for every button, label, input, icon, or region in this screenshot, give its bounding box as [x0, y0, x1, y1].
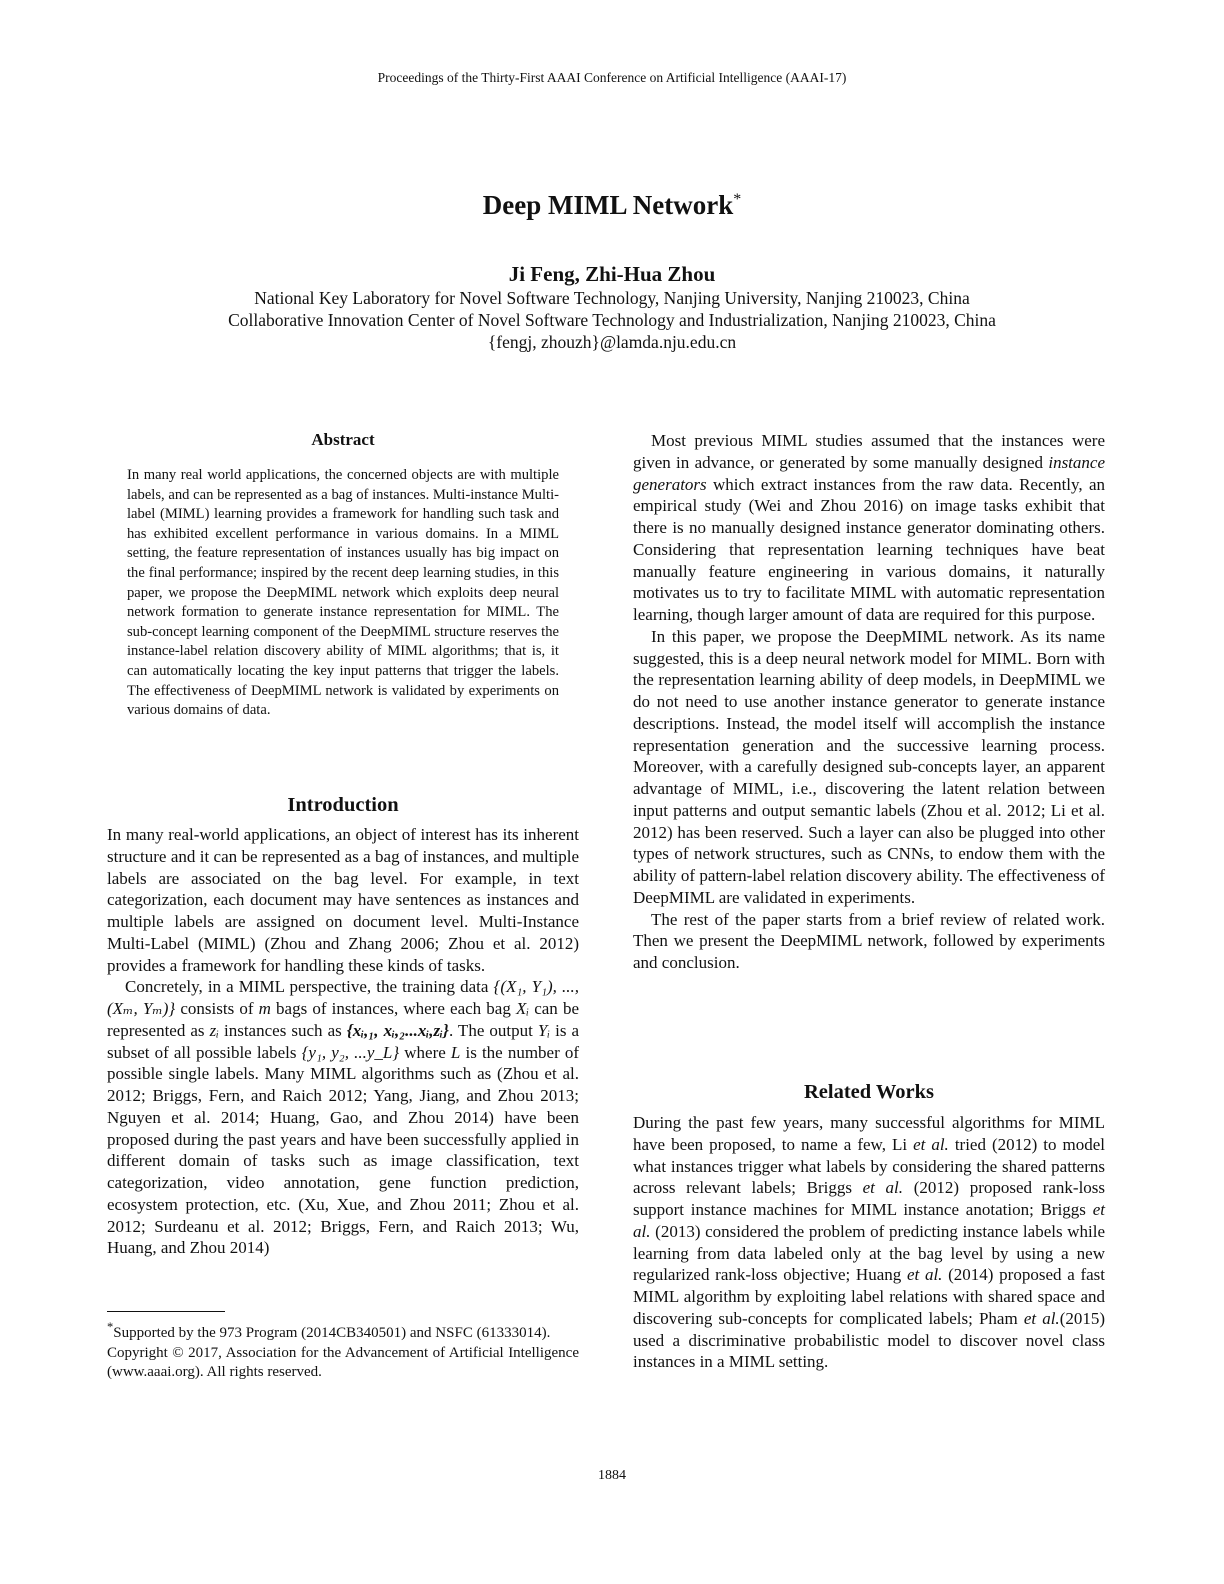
rw-text-1: During the past few years, many successful algorithms for MIML have been proposed, to name a few, Li: [633, 1113, 1105, 1154]
intro-p2-text-e: instances such as: [224, 1020, 342, 1040]
rw-etal-2: et al.: [862, 1178, 904, 1198]
paper-authors: Ji Feng, Zhi-Hua Zhou: [508, 262, 716, 286]
intro-p2-text-c: bags of instances, where each bag: [276, 999, 511, 1018]
math-training-set: {(X₁, Y₁), ..., (Xₘ, Yₘ)}: [107, 977, 580, 1018]
footnote-mark: *: [107, 1320, 114, 1334]
intro-p2-text-h: where: [404, 1042, 446, 1062]
footnote-support-text: Supported by the 973 Program (2014CB340501) and NSFC (61333014).: [113, 1325, 551, 1341]
affiliation-2: Collaborative Innovation Center of Novel Software Technology and Industrialization, Nanjing 210023, China: [228, 310, 996, 330]
rw-text-6: (2015) used a discriminative probabilistic model to discover novel class instances in a MIML setting.: [633, 1308, 1106, 1372]
right-p1-text-b: which extract instances from the raw data. Recently, an empirical study (Wei and Zhou 2016) on image tasks exhibit that there is no manually designed instance generator dominating others. Considering that representation learning techniques have beat manually feature engineering in various domains, it naturally motivates us to try to facilitate MIML with automatic representation learning, though larger amount of data are required for this purpose.: [633, 474, 1106, 624]
rw-text-3: (2012) proposed rank-loss support instance machines for MIML instance anotation; Briggs: [633, 1178, 1106, 1219]
right-p1-emphasis: instance generators: [633, 452, 1105, 494]
math-xi: Xᵢ: [516, 999, 530, 1018]
title-footnote-mark: *: [733, 191, 742, 208]
math-L: L: [450, 1042, 461, 1062]
rw-etal-3: et al.: [633, 1200, 1106, 1241]
footnote-copyright: Copyright © 2017, Association for the Advancement of Artificial Intelligence (www.aaai.org). All rights reserved.: [107, 1344, 579, 1380]
intro-p2-text-f: . The output: [448, 1020, 533, 1040]
abstract-heading: Abstract: [311, 430, 375, 449]
right-paragraph-3: The rest of the paper starts from a brief review of related work. Then we present the DeepMIML network, followed by experiments and conclusion.: [633, 909, 1105, 972]
intro-p2-text-a: Concretely, in a MIML perspective, the training data: [125, 977, 489, 997]
rw-text-2: tried (2012) to model what instances trigger what labels by considering the shared patterns across relevant labels; Briggs: [633, 1134, 1105, 1198]
intro-p2-text-g: is a subset of all possible labels: [107, 1020, 580, 1062]
intro-p2-text-i: is the number of possible single labels. Many MIML algorithms such as (Zhou et al. 2012; Briggs, Fern, and Raich 2012; Yang, Jiang, and Zhou 2013; Nguyen et al. 2014; Huang, Gao, and Zhou 2014) have been proposed during the past years and have been successfully applied in different domain of tasks such as image classification, text categorization, video annotation, gene function prediction, ecosystem protection, etc. (Xu, Xue, and Zhou 2011; Zhou et al. 2012; Surdeanu et al. 2012; Briggs, Fern, and Raich 2013; Wu, Huang, and Zhou 2014): [107, 1042, 580, 1258]
math-label-set: {y₁, y₂, ...y_L}: [301, 1042, 400, 1062]
math-yi: Yᵢ: [537, 1020, 551, 1040]
footnote-rule: [107, 1311, 225, 1312]
related-works-body: [633, 1112, 1105, 1373]
footnote: [107, 1318, 579, 1383]
rw-etal-5: et al.: [1023, 1308, 1060, 1328]
math-zi: zᵢ: [209, 1020, 219, 1040]
right-paragraph-1: [633, 430, 1105, 626]
related-works-heading: Related Works: [803, 1081, 935, 1103]
footnote-support: [107, 1318, 579, 1344]
proceedings-header: Proceedings of the Thirty-First AAAI Conference on Artificial Intelligence (AAAI-17): [377, 70, 847, 85]
rw-etal-4: et al.: [906, 1265, 943, 1285]
rw-text-5: (2014) proposed a fast MIML algorithm by exploiting label relations with shared space and discovering sub-concepts for complicated labels; Pham: [633, 1265, 1106, 1328]
intro-p2-text-d: can be represented as: [107, 999, 579, 1040]
math-m: m: [258, 999, 271, 1018]
author-email: {fengj, zhouzh}@lamda.nju.edu.cn: [487, 332, 737, 352]
intro-paragraph-2: [107, 976, 579, 1259]
introduction-heading: Introduction: [287, 794, 399, 816]
math-instance-set: {xᵢ,₁, xᵢ,₂...xᵢ,zᵢ}: [346, 1020, 449, 1040]
rw-etal-1: et al.: [913, 1134, 949, 1154]
abstract-text: In many real world applications, the concerned objects are with multiple labels, and can be represented as a bag of instances. Multi-instance Multi-label (MIML) learning provides a framework for handling such task and has exhibited excellent performance in various domains. In a MIML setting, the feature representation of instances usually has big impact on the final performance; inspired by the recent deep learning studies, in this paper, we propose the DeepMIML network which exploits deep neural network formation to generate instance representation for MIML. The sub-concept learning component of the DeepMIML structure reserves the instance-label relation discovery ability of MIML algorithms; that is, it can automatically locating the key input patterns that trigger the labels. The effectiveness of DeepMIML network is validated by experiments on various domains of data.: [127, 467, 559, 719]
intro-paragraph-1: In many real-world applications, an object of interest has its inherent structure and it can be represented as a bag of instances, and multiple labels are associated on the bag level. For example, in text categorization, each document may have sentences as instances and multiple labels are assigned on document level. Multi-Instance Multi-Label (MIML) (Zhou and Zhang 2006; Zhou et al. 2012) provides a framework for handling these kinds of tasks.: [107, 825, 579, 975]
right-p1-text-a: Most previous MIML studies assumed that the instances were given in advance, or generated by some manually designed: [633, 431, 1105, 472]
paper-title-text: Deep MIML Network: [482, 190, 734, 220]
right-paragraph-2: In this paper, we propose the DeepMIML network. As its name suggested, this is a deep neural network model for MIML. Born with the representation learning ability of deep models, in DeepMIML we do not need to use another instance generator to generate instance descriptions. Instead, the model itself will accomplish the instance representation generation and the successive learning process. Moreover, with a carefully designed sub-concepts layer, an apparent advantage of MIML, i.e., discovering the latent relation between input patterns and output semantic labels (Zhou et al. 2012; Li et al. 2012) has been reserved. Such a layer can also be plugged into other types of network structures, such as CNNs, to endow them with the ability of pattern-label relation discovery ability. The effectiveness of DeepMIML are validated in experiments.: [633, 626, 1105, 907]
page-number: 1884: [598, 1468, 626, 1483]
intro-p2-text-b: consists of: [180, 999, 254, 1018]
paper-title: [0, 190, 1224, 221]
affiliation-1: National Key Laboratory for Novel Software Technology, Nanjing University, Nanjing 210023, China: [254, 288, 970, 308]
introduction-body: [107, 824, 579, 1259]
right-column-body: [633, 430, 1105, 974]
rw-text-4: (2013) considered the problem of predicting instance labels while learning from data labeled only at the bag level by using a new regularized rank-loss objective; Huang: [633, 1221, 1106, 1285]
related-works-paragraph: [633, 1112, 1105, 1373]
